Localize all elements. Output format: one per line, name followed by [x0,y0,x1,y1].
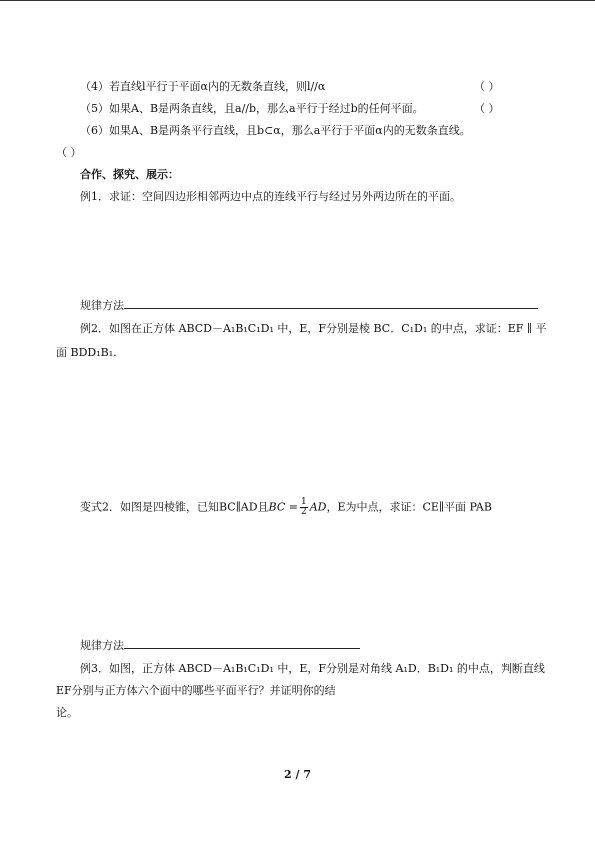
pyramid-label-e: E [440,565,446,574]
example-2-line1: 例2．如图在正方体 ABCD－A₁B₁C₁D₁ 中，E，F分别是棱 BC．C₁D₁ 的中点，求证：EF ∥ 平 [80,322,547,335]
cube2-label-f: F [456,703,462,712]
header-rule [0,0,595,1]
cube1-label-e: E [452,433,458,442]
statement-5-answer-paren: （ ） [474,102,500,115]
rule-method-label: 规律方法 [80,299,124,312]
pyramid-label-a: A [400,599,406,608]
statement-5: （5）如果A、B是两条直线，且a//b，那么a平行于经过b的任何平面。 [80,102,424,115]
rule-method-blank-2 [124,638,360,649]
rule-method-blank [124,298,538,309]
statement-6-answer-paren: （ ） [56,146,82,159]
cube2-label-a: A [395,791,401,800]
pyramid-label-b: B [371,628,377,637]
variant-2-fraction [300,498,308,517]
variant-2-ad: AD [309,500,327,514]
example-3-line3: 论。 [56,706,78,719]
pyramid-label-d: D [474,601,481,610]
cube1-label-b: B [436,449,442,458]
example-3-line2: EF分别与正方体六个面中的哪些平面平行？并证明你的结 [56,684,336,697]
rule-method-2 [80,638,360,653]
cube1-label-d1: D₁ [386,347,396,356]
fraction-numerator: 1 [300,497,307,507]
variant-2-prefix: 变式2．如图是四棱锥，已知BC∥AD且 [80,500,269,514]
example-1: 例1．求证：空间四边形相邻两边中点的连线平行与经过另外两边所在的平面。 [80,190,461,203]
cube1-label-b1: B₁ [438,376,448,385]
pyramid-label-c: C [423,629,430,638]
cube2-label-b1: B₁ [428,691,438,700]
cube1-label-f: F [424,345,430,354]
variant-2 [80,498,492,517]
example-3-line1: 例3．如图，正方体 ABCD－A₁B₁C₁D₁ 中，E，F分别是对角线 A₁D．B₁D₁ 的中点，判断直线 [80,662,545,675]
cube1-label-a: A [352,445,358,454]
example-2-line2: 面 BDD₁B₁. [56,346,117,359]
section-title: 合作、探究、展示： [80,168,179,181]
statement-4-answer-paren: （ ） [474,80,500,93]
statement-4: （4）若直线l平行于平面α内的无数条直线，则l//α [80,80,326,93]
variant-2-bc: BC = [268,500,298,514]
cube2-label-d: D [481,798,488,807]
cube2-label-c1: C₁ [512,696,522,705]
rule-method-label-2: 规律方法 [80,639,124,652]
cube2-label-c: C [512,769,519,778]
cube2-label-e: E [426,759,432,768]
fraction-denominator: 2 [300,507,307,517]
statement-6: （6）如果A、B是两条平行直线，且b⊂α，那么a平行于平面α内的无数条直线。 [80,124,471,137]
cube2-label-d1: D₁ [484,723,494,732]
cube1-label-c: C [464,421,471,430]
cube2-label-a1: A₁ [390,717,399,726]
rule-method-1 [80,298,538,313]
variant-2-suffix: ，E为中点，求证：CE∥平面 PAB [326,500,492,514]
pyramid-label-p: P [397,533,403,542]
page-number: 2 / 7 [284,768,311,781]
cube1-label-a1: A₁ [346,373,355,382]
